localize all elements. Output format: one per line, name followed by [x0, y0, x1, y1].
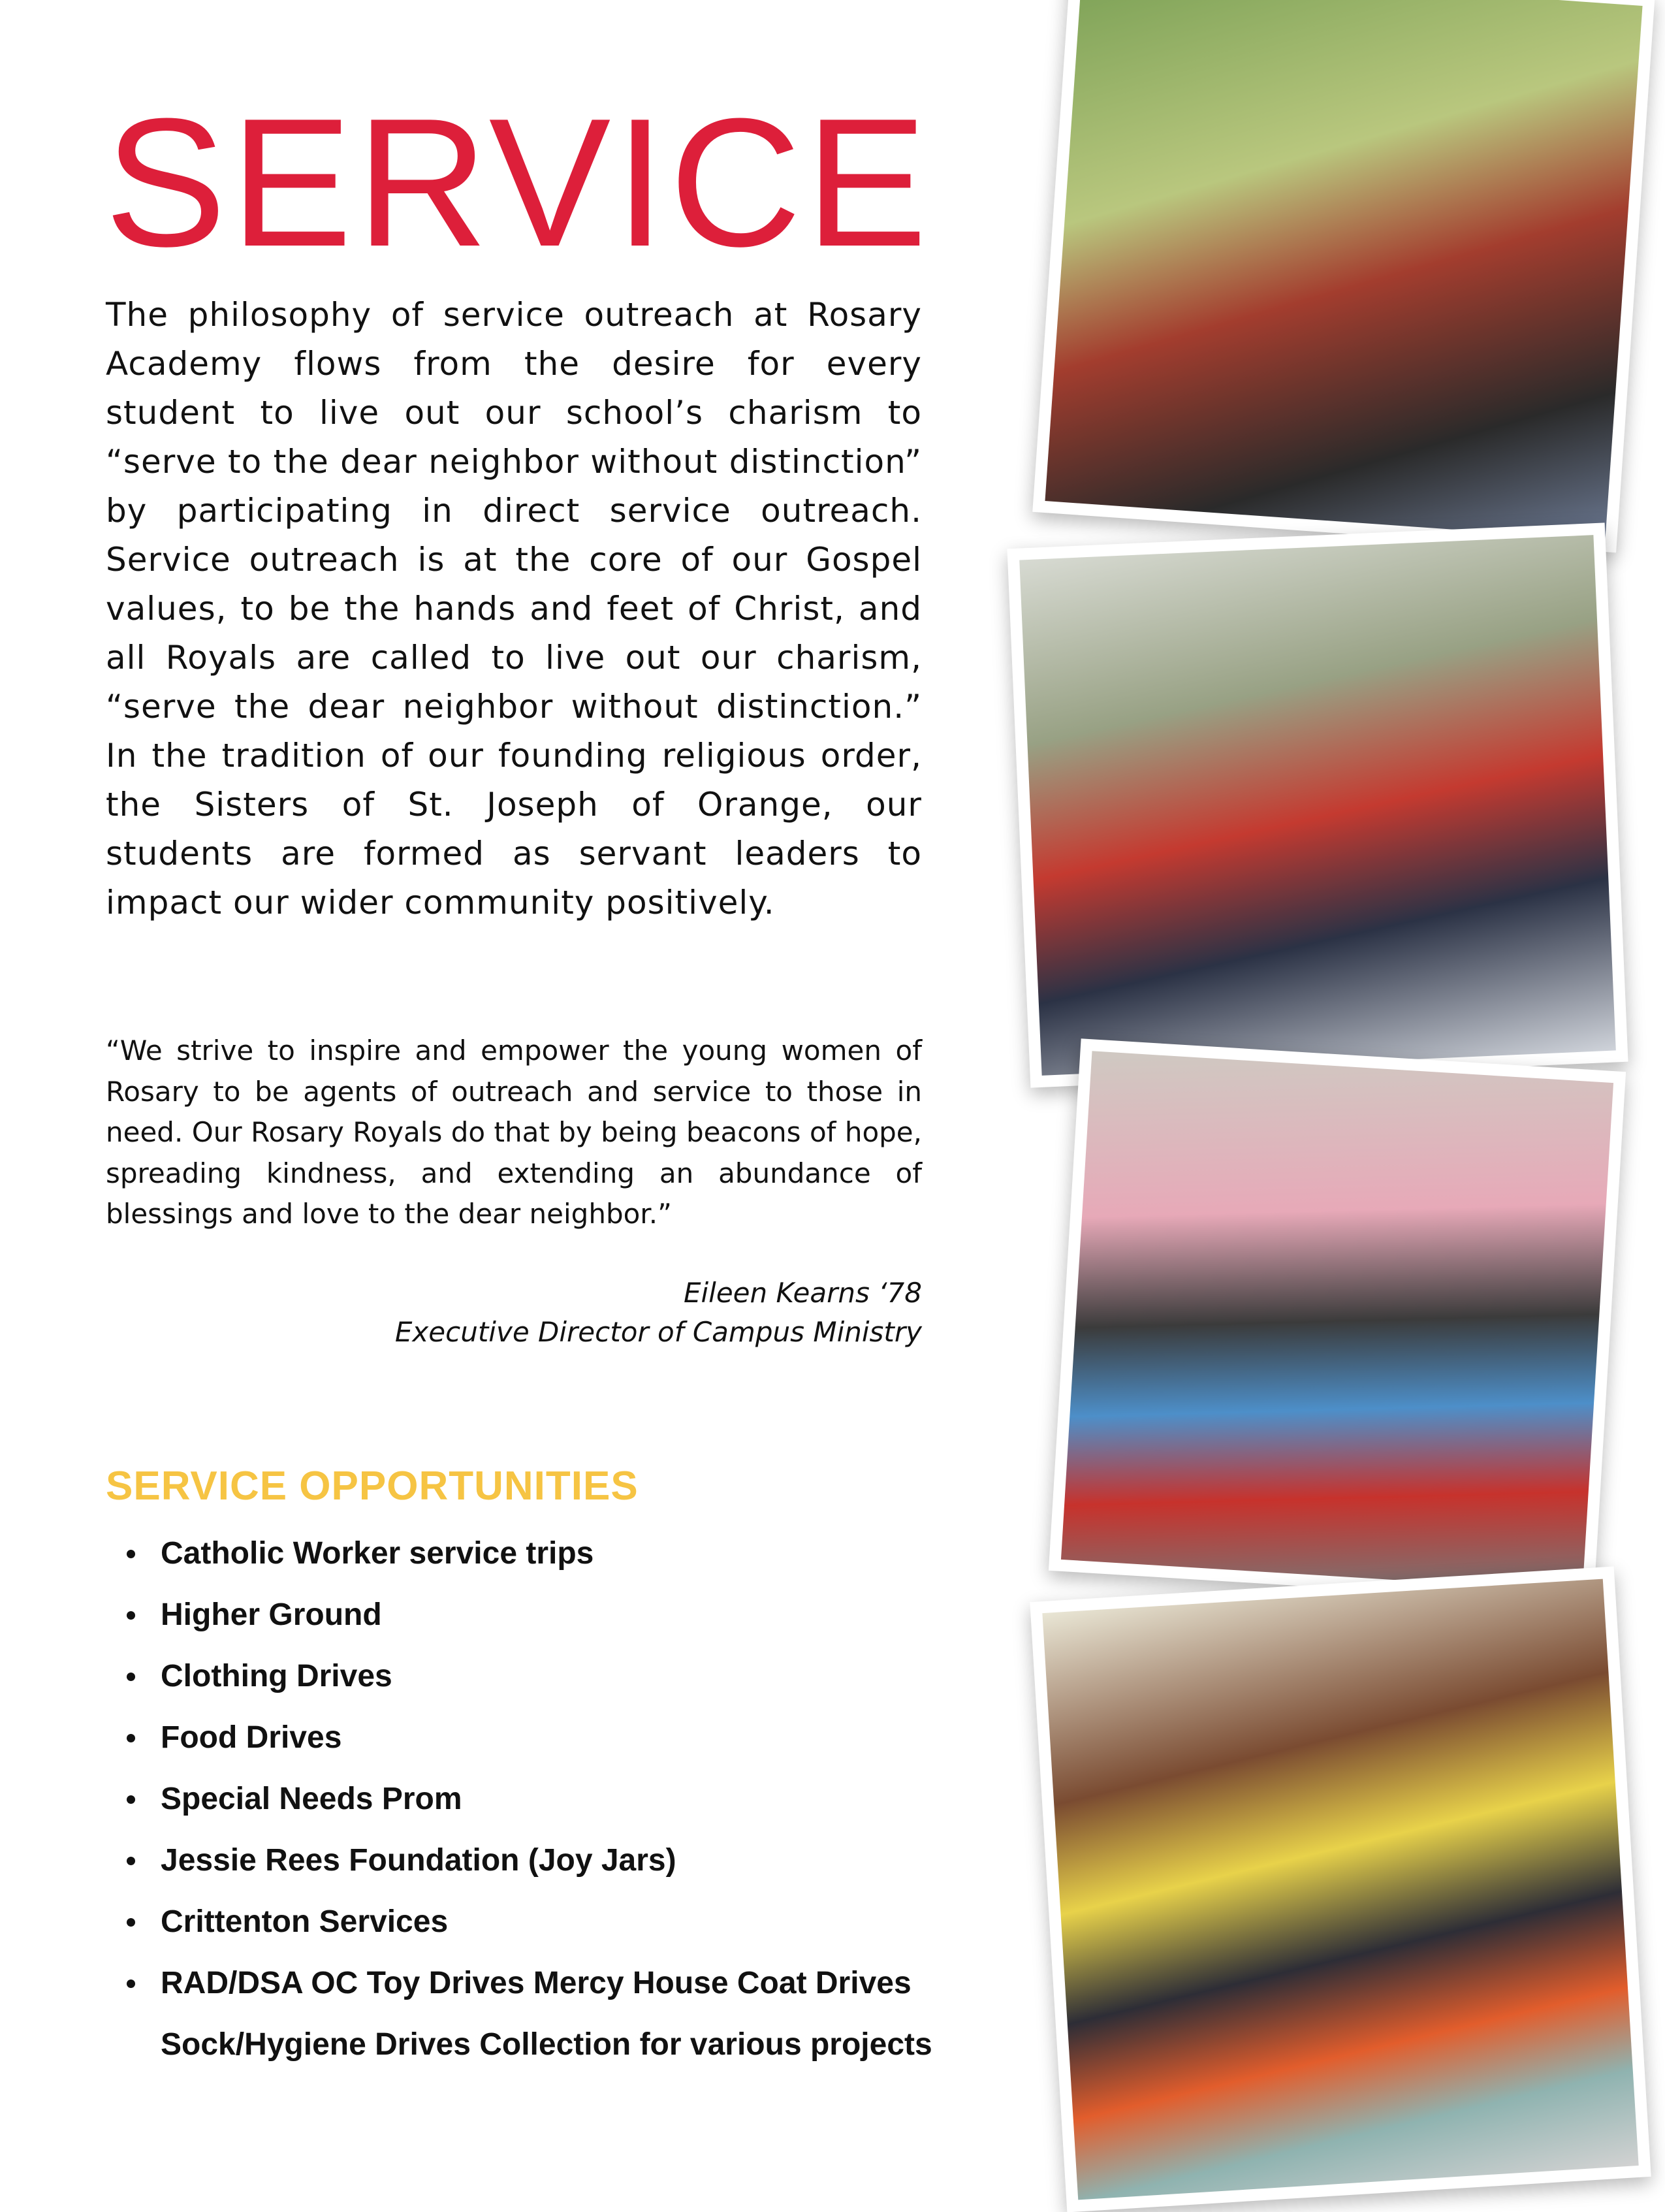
list-item: Special Needs Prom	[124, 1769, 1038, 1830]
attribution-role: Executive Director of Campus Ministry	[394, 1316, 922, 1348]
list-item: Food Drives	[124, 1707, 1038, 1769]
list-item: Crittenton Services	[124, 1891, 1038, 1953]
list-item: RAD/DSA OC Toy Drives Mercy House Coat Drives Sock/Hygiene Drives Collection for various projects	[124, 1953, 1038, 2076]
photo-home-building-image	[1061, 1051, 1613, 1591]
photo-face-painting	[1032, 0, 1655, 553]
opportunities-list	[124, 1523, 1038, 2076]
list-item: Catholic Worker service trips	[124, 1523, 1038, 1584]
attribution-name: Eileen Kearns ‘78	[683, 1277, 922, 1309]
list-item: Clothing Drives	[124, 1646, 1038, 1707]
opportunities-heading: SERVICE OPPORTUNITIES	[106, 1464, 639, 1509]
intro-paragraph: The philosophy of service outreach at Rosary Academy flows from the desire for every student to live out our school’s charism to “serve to the dear neighbor without distinction” by participating in direct service outreach. Service outreach is at the core of our Gospel values, to be the hands and feet of Christ, and all Royals are called to live out our charism, “serve the dear neighbor without distinction.” In the tradition of our founding religious order, the Sisters of St. Joseph of Orange, our students are formed as servant leaders to impact our wider community positively.	[106, 296, 922, 922]
photo-bag-distribution-image	[1019, 535, 1616, 1076]
page-title: SERVICE	[104, 81, 932, 285]
list-item: Higher Ground	[124, 1584, 1038, 1646]
photo-bag-distribution	[1007, 522, 1628, 1087]
quote-paragraph: “We strive to inspire and empower the young women of Rosary to be agents of outreach and service to those in need. Our Rosary Royals do that by being beacons of hope, spreading kindness, and extending an abundance of blessings and love to the dear neighbor.”	[106, 1034, 922, 1230]
photo-home-building	[1049, 1038, 1626, 1604]
list-item: Jessie Rees Foundation (Joy Jars)	[124, 1830, 1038, 1891]
photo-face-painting-image	[1045, 0, 1642, 540]
photo-collection-drive-image	[1042, 1579, 1638, 2200]
photo-collection-drive	[1030, 1567, 1651, 2212]
quote-attribution	[106, 1274, 922, 1352]
